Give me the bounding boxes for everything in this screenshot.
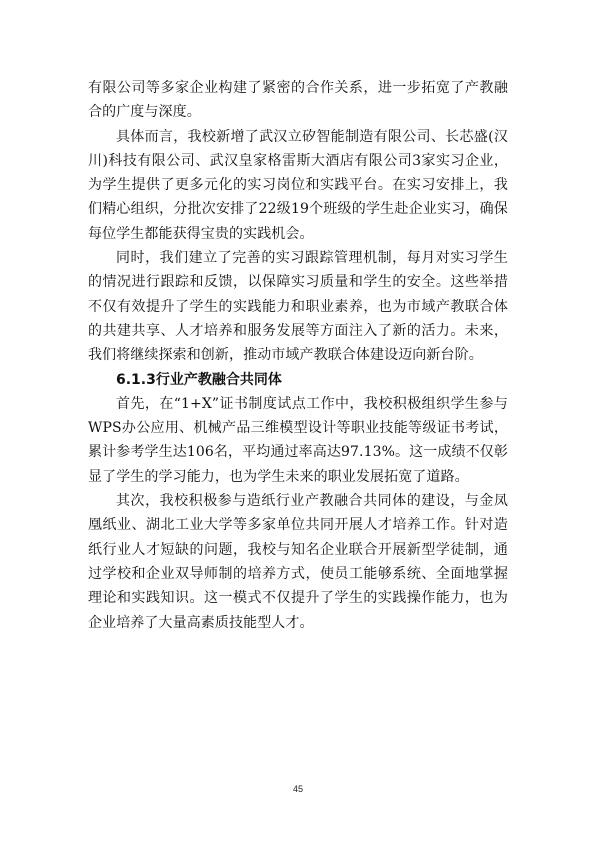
paragraph-internship-tracking: 同时，我们建立了完善的实习跟踪管理机制，每月对实习学生的情况进行跟踪和反馈，以保障实习质量和学生的安全。这些举措不仅有效提升了学生的实践能力和职业素养，也为市域产教联合体的共建共享、人才培养和服务发展等方面注入了新的活力。未来，我们将继续探索和创新，推动市域产教联合体建设迈向新台阶。	[88, 250, 508, 364]
paragraph-new-internship-companies: 具体而言，我校新增了武汉立矽智能制造有限公司、长芯盛(汉川)科技有限公司、武汉皇家格雷斯大酒店有限公司3家实习企业，为学生提供了更多元化的实习岗位和实践平台。在实习安排上，我们精心组织，分批次安排了22级19个班级的学生赴企业实习，确保每位学生都能获得宝贵的实践机会。	[88, 128, 508, 242]
paragraph-1x-certificate: 首先，在“1+X”证书制度试点工作中，我校积极组织学生参与WPS办公应用、机械产品三维模型设计等职业技能等级证书考试，累计参考学生达106名，平均通过率高达97.13%。这一成绩不仅彰显了学生的学习能力，也为学生未来的职业发展拓宽了道路。	[88, 395, 508, 485]
paragraph-continuation: 有限公司等多家企业构建了紧密的合作关系，进一步拓宽了产教融合的广度与深度。	[88, 80, 508, 121]
document-body	[88, 76, 508, 635]
paragraph-papermaking-community: 其次，我校积极参与造纸行业产教融合共同体的建设，与金凤凰纸业、湖北工业大学等多家单位共同开展人才培养工作。针对造纸行业人才短缺的问题，我校与知名企业联合开展新型学徒制，通过学校和企业双导师制的培养方式，使员工能够系统、全面地掌握理论和实践知识。这一模式不仅提升了学生的实践操作能力，也为企业培养了大量高素质技能型人才。	[88, 493, 508, 631]
section-heading: 6.1.3行业产教融合共同体	[116, 371, 282, 388]
page-number: 45	[292, 784, 303, 794]
